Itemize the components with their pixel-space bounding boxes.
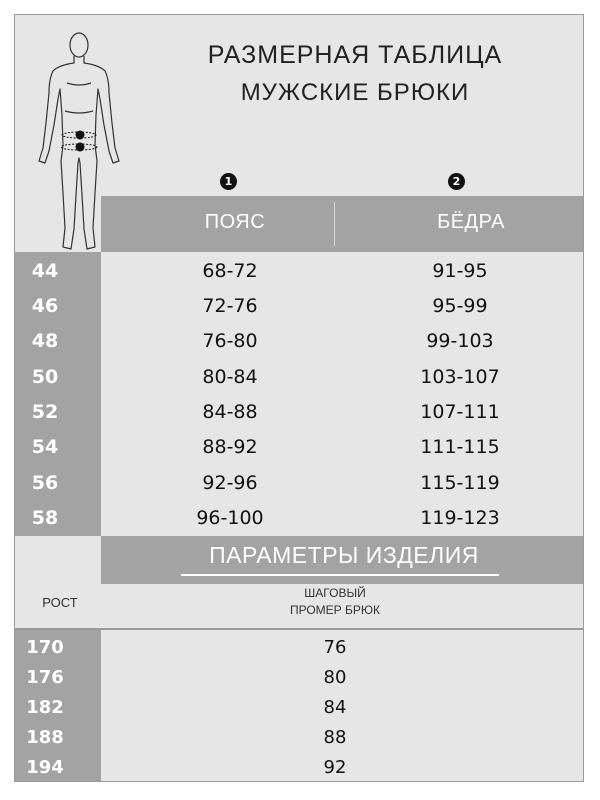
hips-cell: 119-123 — [420, 507, 500, 529]
size-cell: 44 — [31, 260, 59, 282]
table-row — [15, 723, 584, 753]
product-params-title: ПАРАМЕТРЫ ИЗДЕЛИЯ — [209, 542, 479, 568]
marker-1: 1 — [220, 173, 237, 190]
height-label: РОСТ — [42, 595, 78, 610]
size-cell: 50 — [31, 366, 59, 388]
inseam-label-line2: ПРОМЕР БРЮК — [289, 603, 381, 617]
column-header-bar — [101, 196, 584, 252]
header-divider — [334, 202, 335, 246]
height-cell: 194 — [26, 757, 64, 778]
inseam-cell: 80 — [323, 667, 347, 688]
hips-cell: 107-111 — [420, 401, 500, 423]
inseam-cell: 84 — [323, 697, 347, 718]
table-row — [15, 254, 584, 289]
waist-cell: 84-88 — [202, 401, 258, 423]
height-cell: 188 — [26, 727, 64, 748]
inseam-cell: 92 — [323, 757, 347, 778]
hips-cell: 99-103 — [426, 330, 494, 352]
table-row — [15, 633, 584, 663]
table-row — [15, 395, 584, 430]
waist-cell: 68-72 — [202, 260, 258, 282]
table-row — [15, 663, 584, 693]
table-row — [15, 360, 584, 395]
waist-cell: 80-84 — [202, 366, 258, 388]
hips-cell: 111-115 — [420, 436, 500, 458]
size-cell: 56 — [31, 472, 59, 494]
height-cell: 176 — [26, 667, 64, 688]
height-cell: 182 — [26, 697, 64, 718]
size-cell: 46 — [31, 295, 59, 317]
chart-subtitle: МУЖСКИЕ БРЮКИ — [240, 79, 470, 106]
hips-cell: 103-107 — [420, 366, 500, 388]
hips-cell: 95-99 — [432, 295, 488, 317]
table-row — [15, 501, 584, 536]
height-cell: 170 — [26, 637, 64, 658]
table-row — [15, 324, 584, 359]
chart-title: РАЗМЕРНАЯ ТАБЛИЦА — [207, 41, 503, 69]
size-cell: 48 — [31, 330, 59, 352]
waist-cell: 92-96 — [202, 472, 258, 494]
column-header-hips: БЁДРА — [437, 211, 505, 233]
size-cell: 52 — [31, 401, 59, 423]
size-cell: 58 — [31, 507, 59, 529]
inseam-cell: 88 — [323, 727, 347, 748]
table-row — [15, 753, 584, 782]
size-chart-card — [14, 14, 584, 782]
waist-cell: 76-80 — [202, 330, 258, 352]
table-row — [15, 289, 584, 324]
size-cell: 54 — [31, 436, 59, 458]
inseam-cell: 76 — [323, 637, 347, 658]
waist-cell: 96-100 — [196, 507, 264, 529]
params-underline — [181, 574, 499, 576]
waist-cell: 72-76 — [202, 295, 258, 317]
column-header-waist: ПОЯС — [204, 211, 266, 233]
product-params-band — [101, 536, 584, 584]
waist-cell: 88-92 — [202, 436, 258, 458]
hips-cell: 91-95 — [432, 260, 488, 282]
hips-cell: 115-119 — [420, 472, 500, 494]
marker-2: 2 — [448, 173, 465, 190]
table-row — [15, 466, 584, 501]
inseam-label-line1: ШАГОВЫЙ — [304, 586, 366, 600]
inseam-label — [245, 585, 425, 619]
table-row — [15, 430, 584, 465]
table-row — [15, 693, 584, 723]
